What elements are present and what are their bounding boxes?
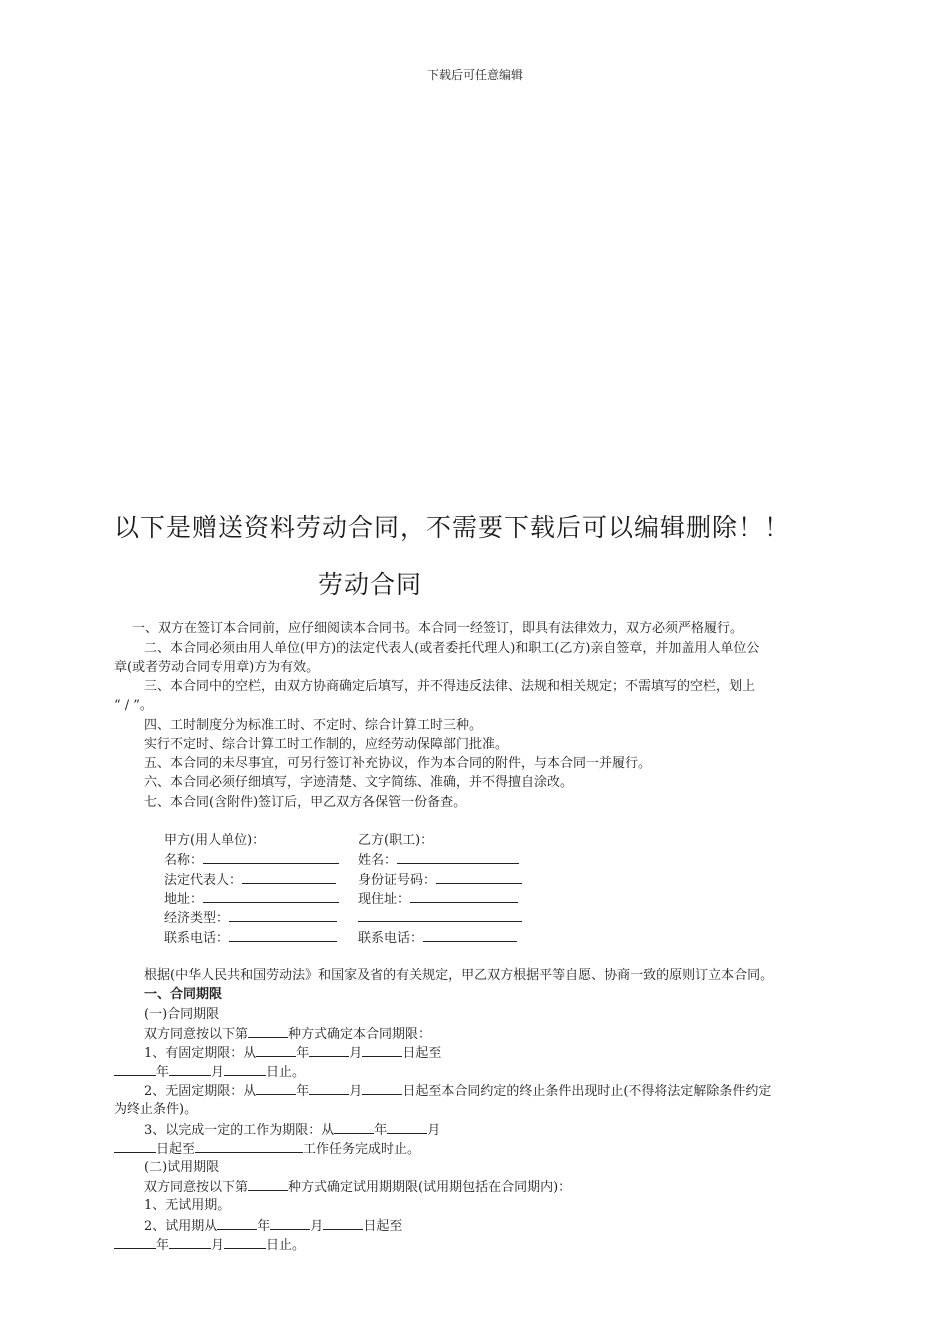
party-b-address-blank[interactable] bbox=[410, 889, 518, 903]
party-b-extra-blank[interactable] bbox=[358, 908, 522, 922]
item-2-cont: 为终止条件)。 bbox=[114, 1102, 198, 1117]
item-3-year-blank[interactable] bbox=[334, 1120, 374, 1134]
trial-2-end-day-blank[interactable] bbox=[224, 1235, 266, 1249]
note-3-cont: “ / ”。 bbox=[114, 698, 153, 713]
item-2-year: 年 bbox=[296, 1084, 310, 1099]
note-4-cont: 实行不定时、综合计算工时工作制的，应经劳动保障部门批准。 bbox=[144, 737, 509, 752]
party-b-name-blank[interactable] bbox=[397, 850, 519, 864]
item-2-month: 月 bbox=[349, 1084, 363, 1099]
party-b-name-row bbox=[358, 850, 519, 870]
item-3-day-blank[interactable] bbox=[114, 1139, 156, 1153]
item-2-year-blank[interactable] bbox=[256, 1081, 296, 1095]
party-b-id-label: 身份证号码： bbox=[358, 873, 437, 888]
note-2: 二、本合同必须由用人单位(甲方)的法定代表人(或者委托代理人)和职工(乙方)亲自签章，并加盖用人单位公 bbox=[144, 641, 760, 656]
agree-2-row bbox=[144, 1177, 571, 1197]
party-b-extra-row bbox=[358, 908, 522, 928]
agree-1-row bbox=[144, 1024, 431, 1044]
page-header: 下载后可任意编辑 bbox=[426, 68, 523, 82]
trial-2-end-row bbox=[114, 1235, 305, 1255]
agree-2-text-a: 双方同意按以下第 bbox=[144, 1180, 249, 1195]
party-a-name-label: 名称： bbox=[164, 853, 204, 868]
party-a-phone-row bbox=[164, 928, 337, 948]
agree-1-blank[interactable] bbox=[248, 1024, 288, 1038]
party-b-phone-label: 联系电话： bbox=[358, 931, 424, 946]
item-1-day-blank[interactable] bbox=[362, 1043, 402, 1057]
item-3-label: 3、以完成一定的工作为期限：从 bbox=[144, 1123, 335, 1138]
item-3-row bbox=[144, 1120, 440, 1140]
item-3-end-row bbox=[114, 1139, 420, 1159]
item-3-work-blank[interactable] bbox=[195, 1139, 303, 1153]
basis-paragraph: 根据(中华人民共和国劳动法》和国家及省的有关规定，甲乙双方根据平等自愿、协商一致的原则订立本合同。 bbox=[144, 968, 774, 983]
trial-2-end-month: 月 bbox=[211, 1238, 225, 1253]
item-3-end-text: 工作任务完成时止。 bbox=[303, 1142, 421, 1157]
trial-2-year: 年 bbox=[257, 1219, 271, 1234]
trial-2-day-blank[interactable] bbox=[323, 1216, 363, 1230]
section-1-heading: 一、合同期限 bbox=[144, 987, 223, 1002]
agree-2-text-b: 种方式确定试用期期限(试用期包括在合同期内)： bbox=[288, 1180, 572, 1195]
party-b-name-label: 姓名： bbox=[358, 853, 398, 868]
subsection-2-heading: (二)试用期限 bbox=[144, 1160, 220, 1175]
item-1-day-from: 日起至 bbox=[402, 1046, 442, 1061]
trial-2-end-year: 年 bbox=[156, 1238, 170, 1253]
party-b-address-row bbox=[358, 889, 518, 909]
item-1-month: 月 bbox=[349, 1046, 363, 1061]
trial-2-day-from: 日起至 bbox=[363, 1219, 403, 1234]
party-a-name-row bbox=[164, 850, 339, 870]
agree-1-text-b: 种方式确定本合同期限： bbox=[288, 1027, 432, 1042]
item-1-year-blank[interactable] bbox=[256, 1043, 296, 1057]
trial-2-end-day: 日止。 bbox=[266, 1238, 306, 1253]
item-2-day-blank[interactable] bbox=[362, 1081, 402, 1095]
item-3-month-blank[interactable] bbox=[387, 1120, 427, 1134]
party-a-type-label: 经济类型： bbox=[164, 911, 230, 926]
item-2-row bbox=[144, 1081, 771, 1101]
trial-2-month: 月 bbox=[310, 1219, 324, 1234]
party-a-type-blank[interactable] bbox=[229, 908, 337, 922]
party-b-id-row bbox=[358, 870, 522, 890]
agree-2-blank[interactable] bbox=[248, 1177, 288, 1191]
party-b-id-blank[interactable] bbox=[436, 870, 522, 884]
item-2-label: 2、无固定期限：从 bbox=[144, 1084, 257, 1099]
party-a-phone-blank[interactable] bbox=[229, 928, 337, 942]
agree-1-text-a: 双方同意按以下第 bbox=[144, 1027, 249, 1042]
party-a-rep-row bbox=[164, 870, 336, 890]
item-1-month-blank[interactable] bbox=[309, 1043, 349, 1057]
party-a-rep-blank[interactable] bbox=[242, 870, 336, 884]
item-1-end-day-blank[interactable] bbox=[224, 1062, 266, 1076]
party-a-address-blank[interactable] bbox=[203, 889, 339, 903]
note-4: 四、工时制度分为标准工时、不定时、综合计算工时三种。 bbox=[144, 718, 483, 733]
party-b-address-label: 现住址： bbox=[358, 892, 411, 907]
note-5: 五、本合同的未尽事宜，可另行签订补充协议，作为本合同的附件，与本合同一并履行。 bbox=[144, 756, 652, 771]
party-b-phone-row bbox=[358, 928, 517, 948]
note-6: 六、本合同必须仔细填写，字迹清楚、文字简练、准确，并不得擅自涂改。 bbox=[144, 775, 574, 790]
item-1-label: 1、有固定期限：从 bbox=[144, 1046, 257, 1061]
trial-1: 1、无试用期。 bbox=[144, 1198, 231, 1213]
item-1-end-day: 日止。 bbox=[266, 1065, 306, 1080]
party-b-heading: 乙方(职工)： bbox=[358, 833, 434, 848]
item-2-month-blank[interactable] bbox=[309, 1081, 349, 1095]
item-3-day-from: 日起至 bbox=[156, 1142, 196, 1157]
party-a-heading: 甲方(用人单位)： bbox=[164, 833, 266, 848]
item-1-end-month-blank[interactable] bbox=[169, 1062, 211, 1076]
note-1: 一、双方在签订本合同前，应仔细阅读本合同书。本合同一经签订，即具有法律效力，双方必须严格履行。 bbox=[132, 621, 744, 636]
party-a-address-label: 地址： bbox=[164, 892, 204, 907]
item-1-end-row bbox=[114, 1062, 305, 1082]
party-a-address-row bbox=[164, 889, 339, 909]
note-2-cont: 章(或者劳动合同专用章)方为有效。 bbox=[114, 660, 320, 675]
item-1-year: 年 bbox=[296, 1046, 310, 1061]
party-b-phone-blank[interactable] bbox=[423, 928, 517, 942]
promo-heading: 以下是赠送资料劳动合同，不需要下载后可以编辑删除！！ bbox=[114, 513, 791, 542]
trial-2-year-blank[interactable] bbox=[217, 1216, 257, 1230]
item-1-end-year-blank[interactable] bbox=[114, 1062, 156, 1076]
item-1-row bbox=[144, 1043, 441, 1063]
item-1-end-year: 年 bbox=[156, 1065, 170, 1080]
trial-2-row bbox=[144, 1216, 402, 1236]
trial-2-label: 2、试用期从 bbox=[144, 1219, 218, 1234]
trial-2-end-year-blank[interactable] bbox=[114, 1235, 156, 1249]
party-a-name-blank[interactable] bbox=[203, 850, 339, 864]
item-1-end-month: 月 bbox=[211, 1065, 225, 1080]
trial-2-end-month-blank[interactable] bbox=[169, 1235, 211, 1249]
item-3-year: 年 bbox=[374, 1123, 388, 1138]
party-a-type-row bbox=[164, 908, 337, 928]
note-7: 七、本合同(含附件)签订后，甲乙双方各保管一份备查。 bbox=[144, 795, 467, 810]
party-a-phone-label: 联系电话： bbox=[164, 931, 230, 946]
note-3: 三、本合同中的空栏，由双方协商确定后填写，并不得违反法律、法规和相关规定；不需填写的空栏，划上 bbox=[144, 679, 756, 694]
trial-2-month-blank[interactable] bbox=[270, 1216, 310, 1230]
item-3-month: 月 bbox=[427, 1123, 441, 1138]
party-a-rep-label: 法定代表人： bbox=[164, 873, 243, 888]
item-2-text: 日起至本合同约定的终止条件出现时止(不得将法定解除条件约定 bbox=[402, 1084, 772, 1099]
contract-title: 劳动合同 bbox=[318, 570, 423, 599]
subsection-1-heading: (一)合同期限 bbox=[144, 1007, 220, 1022]
